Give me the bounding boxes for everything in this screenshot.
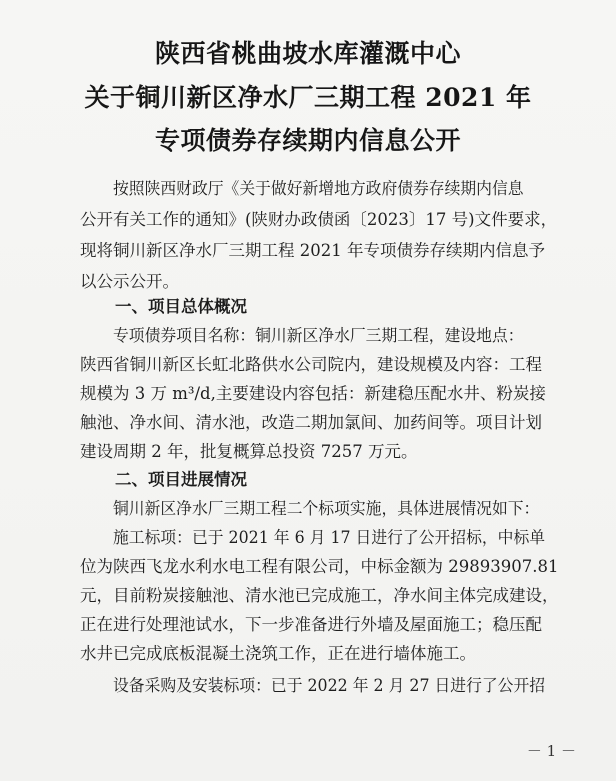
section1-line: 建设周期 2 年，批复概算总投资 7257 万元。 (80, 442, 418, 461)
title-line-3: 专项债券存续期内信息公开 (154, 126, 461, 155)
section2-line: 铜川新区净水厂三期工程二个标项实施，具体进展情况如下： (113, 499, 540, 518)
section2-line: 施工标项：已于 2021 年 6 月 17 日进行了公开招标，中标单 (113, 528, 546, 547)
intro-line: 以公示公开。 (80, 272, 179, 291)
section-heading-progress: 二、项目进展情况 (115, 470, 247, 489)
section1-line: 规模为 3 万 m³/d,主要建设内容包括：新建稳压配水井、粉炭接 (80, 384, 546, 403)
section1-line: 专项债券项目名称：铜川新区净水厂三期工程，建设地点： (113, 326, 524, 345)
title-line-1: 陕西省桃曲坡水库灌溉中心 (154, 39, 461, 68)
section2-line: 正在进行处理池试水，下一步准备进行外墙及屋面施工；稳压配 (80, 615, 542, 634)
intro-line: 按照陕西财政厅《关于做好新增地方政府债券存续期内信息 (113, 179, 524, 198)
section1-line: 触池、净水间、清水池，改造二期加氯间、加药间等。项目计划 (80, 413, 542, 432)
page-number (0, 740, 616, 761)
title-line-2: 关于铜川新区净水厂三期工程 2021 年 (84, 83, 532, 112)
section2-line: 水井已完成底板混凝土浇筑工作，正在进行墙体施工。 (80, 644, 476, 663)
intro-line: 公开有关工作的通知》(陕财办政债函〔2023〕17 号)文件要求， (80, 210, 558, 229)
section2-line: 设备采购及安装标项：已于 2022 年 2 月 27 日进行了公开招 (113, 676, 546, 695)
section-heading-overview: 一、项目总体概况 (115, 297, 247, 316)
section1-line: 陕西省铜川新区长虹北路供水公司院内，建设规模及内容：工程 (80, 355, 542, 374)
section2-line: 元，目前粉炭接触池、清水池已完成施工，净水间主体完成建设， (80, 586, 559, 605)
page-number-text: － 1 － (526, 742, 576, 760)
intro-line: 现将铜川新区净水厂三期工程 2021 年专项债券存续期内信息予 (80, 241, 545, 260)
section2-line: 位为陕西飞龙水利水电工程有限公司，中标金额为 29893907.81 (80, 557, 559, 576)
